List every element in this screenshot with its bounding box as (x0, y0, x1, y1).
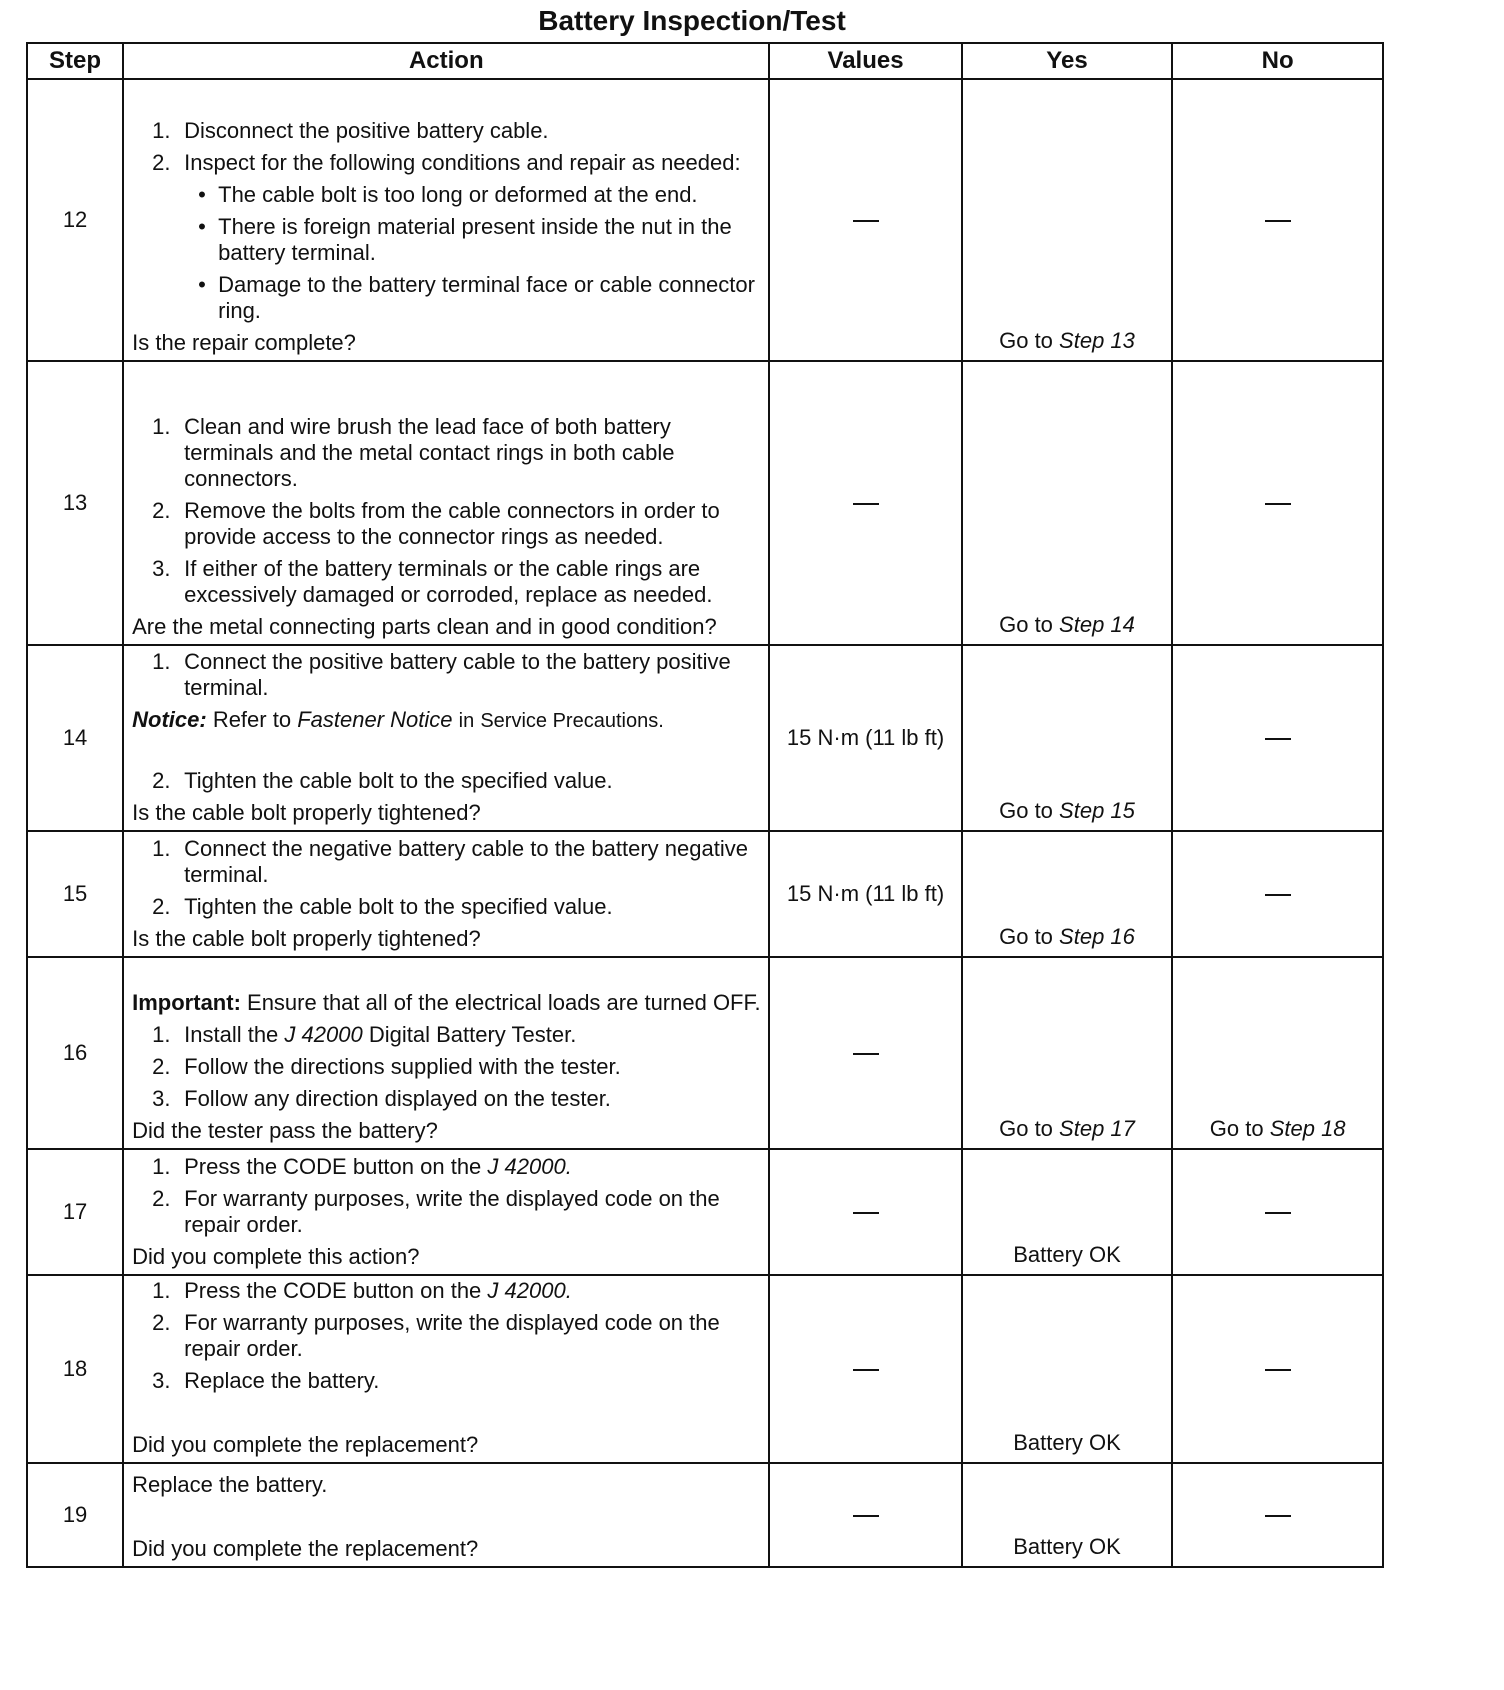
notice-text: Notice: Refer to Fastener Notice in Service Precautions. (132, 707, 664, 732)
yes-cell: Battery OK (962, 1463, 1173, 1567)
dash-icon (1265, 220, 1291, 222)
step-number: 18 (27, 1275, 123, 1463)
step-number: 16 (27, 957, 123, 1149)
table-row (27, 957, 1383, 1149)
list-item: 1. Press the CODE button on the J 42000. (152, 1154, 572, 1179)
values-cell (769, 1463, 961, 1567)
list-item: 1. Connect the negative battery cable to the battery negative terminal. (152, 836, 748, 887)
table-header-row (27, 43, 1383, 79)
no-cell (1172, 1275, 1383, 1463)
header-yes: Yes (962, 43, 1173, 79)
bullet-item: • The cable bolt is too long or deformed at the end. (198, 182, 698, 207)
values-cell (769, 957, 961, 1149)
important-text: Important: Ensure that all of the electrical loads are turned OFF. (132, 990, 761, 1015)
yes-cell: Battery OK (962, 1275, 1173, 1463)
no-cell (1172, 1149, 1383, 1275)
dash-icon (853, 1212, 879, 1214)
battery-test-table (26, 42, 1384, 1568)
table-row (27, 79, 1383, 361)
dash-icon (1265, 1369, 1291, 1371)
yes-cell: Go to Step 14 (962, 361, 1173, 645)
dash-icon (1265, 1515, 1291, 1517)
bullet-item: • Damage to the battery terminal face or cable connector ring. (198, 272, 755, 323)
no-cell (1172, 831, 1383, 957)
list-item: 2. Tighten the cable bolt to the specified value. (152, 768, 613, 793)
question-text: Did you complete the replacement? (132, 1432, 479, 1457)
table-row (27, 1275, 1383, 1463)
header-step: Step (27, 43, 123, 79)
table-row (27, 1463, 1383, 1567)
action-cell (123, 79, 769, 361)
values-cell (769, 1275, 961, 1463)
page-title: Battery Inspection/Test (538, 5, 846, 36)
dash-icon (853, 1369, 879, 1371)
header-no: No (1172, 43, 1383, 79)
dash-icon (1265, 1212, 1291, 1214)
list-item: 1. Clean and wire brush the lead face of both battery terminals and the metal contact rings in both cable connectors. (152, 414, 675, 491)
action-cell (123, 831, 769, 957)
header-action: Action (123, 43, 769, 79)
values-cell (769, 79, 961, 361)
action-text: Replace the battery. (132, 1472, 328, 1497)
values-cell (769, 1149, 961, 1275)
list-item: 2. Tighten the cable bolt to the specified value. (152, 894, 613, 919)
step-number: 12 (27, 79, 123, 361)
dash-icon (853, 1515, 879, 1517)
step-number: 13 (27, 361, 123, 645)
values-cell: 15 N·m (11 lb ft) (769, 831, 961, 957)
table-row (27, 645, 1383, 831)
question-text: Is the cable bolt properly tightened? (132, 800, 481, 825)
list-item: 2. For warranty purposes, write the displayed code on the repair order. (152, 1186, 720, 1237)
action-cell (123, 957, 769, 1149)
step-number: 17 (27, 1149, 123, 1275)
action-cell (123, 361, 769, 645)
table-row (27, 831, 1383, 957)
list-item: 2. Follow the directions supplied with the tester. (152, 1054, 621, 1079)
list-item: 2. For warranty purposes, write the displayed code on the repair order. (152, 1310, 720, 1361)
action-cell (123, 1149, 769, 1275)
question-text: Are the metal connecting parts clean and in good condition? (132, 614, 717, 639)
step-number: 19 (27, 1463, 123, 1567)
dash-icon (1265, 738, 1291, 740)
yes-cell: Go to Step 16 (962, 831, 1173, 957)
question-text: Is the cable bolt properly tightened? (132, 926, 481, 951)
dash-icon (1265, 503, 1291, 505)
list-item: 1. Disconnect the positive battery cable. (152, 118, 549, 143)
question-text: Did you complete this action? (132, 1244, 420, 1269)
dash-icon (853, 503, 879, 505)
question-text: Did the tester pass the battery? (132, 1118, 438, 1143)
yes-cell: Go to Step 15 (962, 645, 1173, 831)
action-cell (123, 1463, 769, 1567)
dash-icon (1265, 894, 1291, 896)
question-text: Is the repair complete? (132, 330, 356, 355)
list-item: 1. Press the CODE button on the J 42000. (152, 1278, 572, 1303)
no-cell: Go to Step 18 (1172, 957, 1383, 1149)
yes-cell: Go to Step 13 (962, 79, 1173, 361)
values-cell: 15 N·m (11 lb ft) (769, 645, 961, 831)
list-item: 1. Connect the positive battery cable to the battery positive terminal. (152, 649, 731, 700)
action-cell (123, 1275, 769, 1463)
list-item: 3. If either of the battery terminals or the cable rings are excessively damaged or corroded, replace as needed. (152, 556, 713, 607)
list-item: 3. Follow any direction displayed on the tester. (152, 1086, 611, 1111)
table-row (27, 1149, 1383, 1275)
header-values: Values (769, 43, 961, 79)
list-item: 2. Inspect for the following conditions and repair as needed: (152, 150, 741, 175)
step-number: 14 (27, 645, 123, 831)
dash-icon (853, 1053, 879, 1055)
table-row (27, 361, 1383, 645)
step-number: 15 (27, 831, 123, 957)
list-item: 1. Install the J 42000 Digital Battery Tester. (152, 1022, 577, 1047)
dash-icon (853, 220, 879, 222)
no-cell (1172, 361, 1383, 645)
yes-cell: Go to Step 17 (962, 957, 1173, 1149)
no-cell (1172, 645, 1383, 831)
question-text: Did you complete the replacement? (132, 1536, 479, 1561)
no-cell (1172, 79, 1383, 361)
action-cell (123, 645, 769, 831)
no-cell (1172, 1463, 1383, 1567)
yes-cell: Battery OK (962, 1149, 1173, 1275)
list-item: 3. Replace the battery. (152, 1368, 380, 1393)
bullet-item: • There is foreign material present inside the nut in the battery terminal. (198, 214, 732, 265)
values-cell (769, 361, 961, 645)
list-item: 2. Remove the bolts from the cable connectors in order to provide access to the connector rings as needed. (152, 498, 720, 549)
